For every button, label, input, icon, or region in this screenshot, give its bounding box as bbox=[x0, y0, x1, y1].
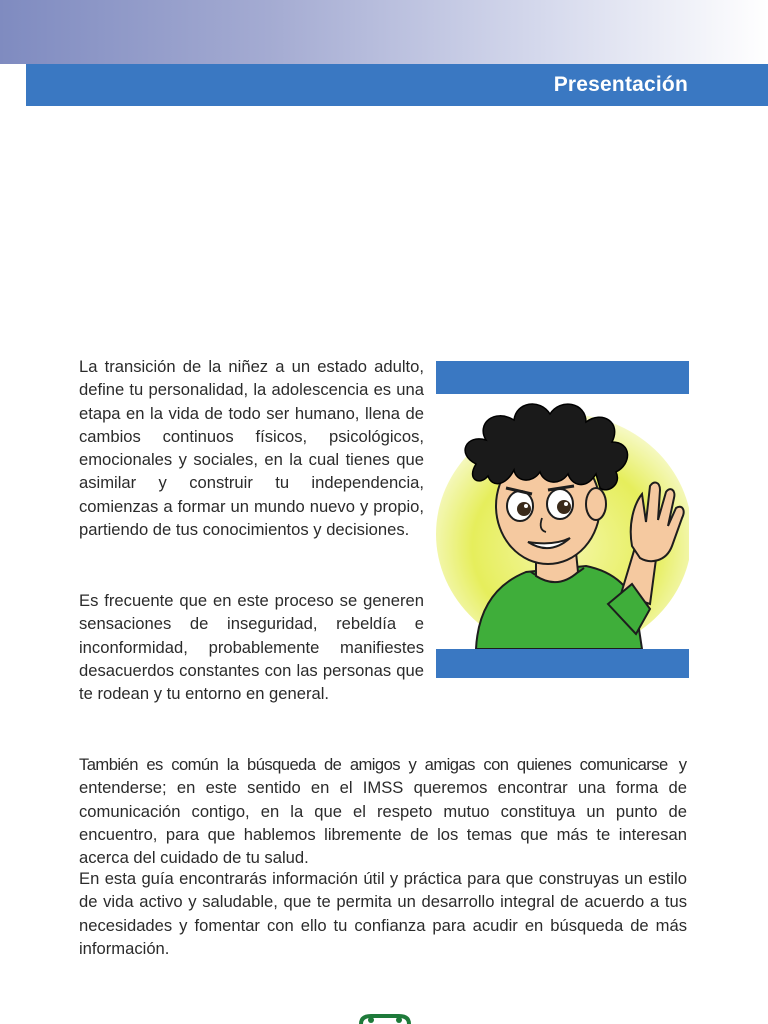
insecurity-paragraph: Es frecuente que en este proceso se generen sensaciones de inseguridad, rebeldía e inconformidad, probablemente manifiestes desacuerdos constantes con las personas que te rodean y tu entorno en general. bbox=[79, 591, 424, 704]
section-title-bar bbox=[26, 64, 768, 106]
illustration-top-band bbox=[436, 361, 689, 394]
header-gradient-band bbox=[0, 0, 768, 64]
communication-paragraph bbox=[79, 753, 687, 869]
communication-paragraph-lead: También es común la búsqueda de amigos y amigas con quienes comunicarse bbox=[79, 755, 668, 774]
communication-paragraph-rest: y entenderse; en este sentido en el IMSS queremos encontrar una forma de comunicación contigo, en la que el respeto mutuo constituya un punto de encuentro, para que hablemos libremente de los temas que más te interesan acerca del cuidado de tu salud. bbox=[79, 755, 687, 868]
guide-paragraph: En esta guía encontrarás información útil y práctica para que construyas un estilo de vida activo y saludable, que te permita un desarrollo integral de acuerdo a tus necesidades y fomentar con ello tu confianza para acudir en búsqueda de más información. bbox=[79, 869, 687, 958]
illustration-bottom-band bbox=[436, 649, 689, 678]
intro-paragraph: La transición de la niñez a un estado adulto, define tu personalidad, la adolescencia es una etapa en la vida de todo ser humano, llena de cambios continuos físicos, psicológicos, emocionales y sociales, en la cual tienes que asimilar y construir tu independencia, comienzas a formar un mundo nuevo y propio, partiendo de tus conocimientos y decisiones. bbox=[79, 357, 424, 540]
illustration-frame bbox=[436, 361, 689, 678]
page-title: Presentación bbox=[553, 73, 688, 96]
imss-logo-icon bbox=[357, 1014, 413, 1024]
waving-boy-illustration bbox=[436, 394, 689, 649]
